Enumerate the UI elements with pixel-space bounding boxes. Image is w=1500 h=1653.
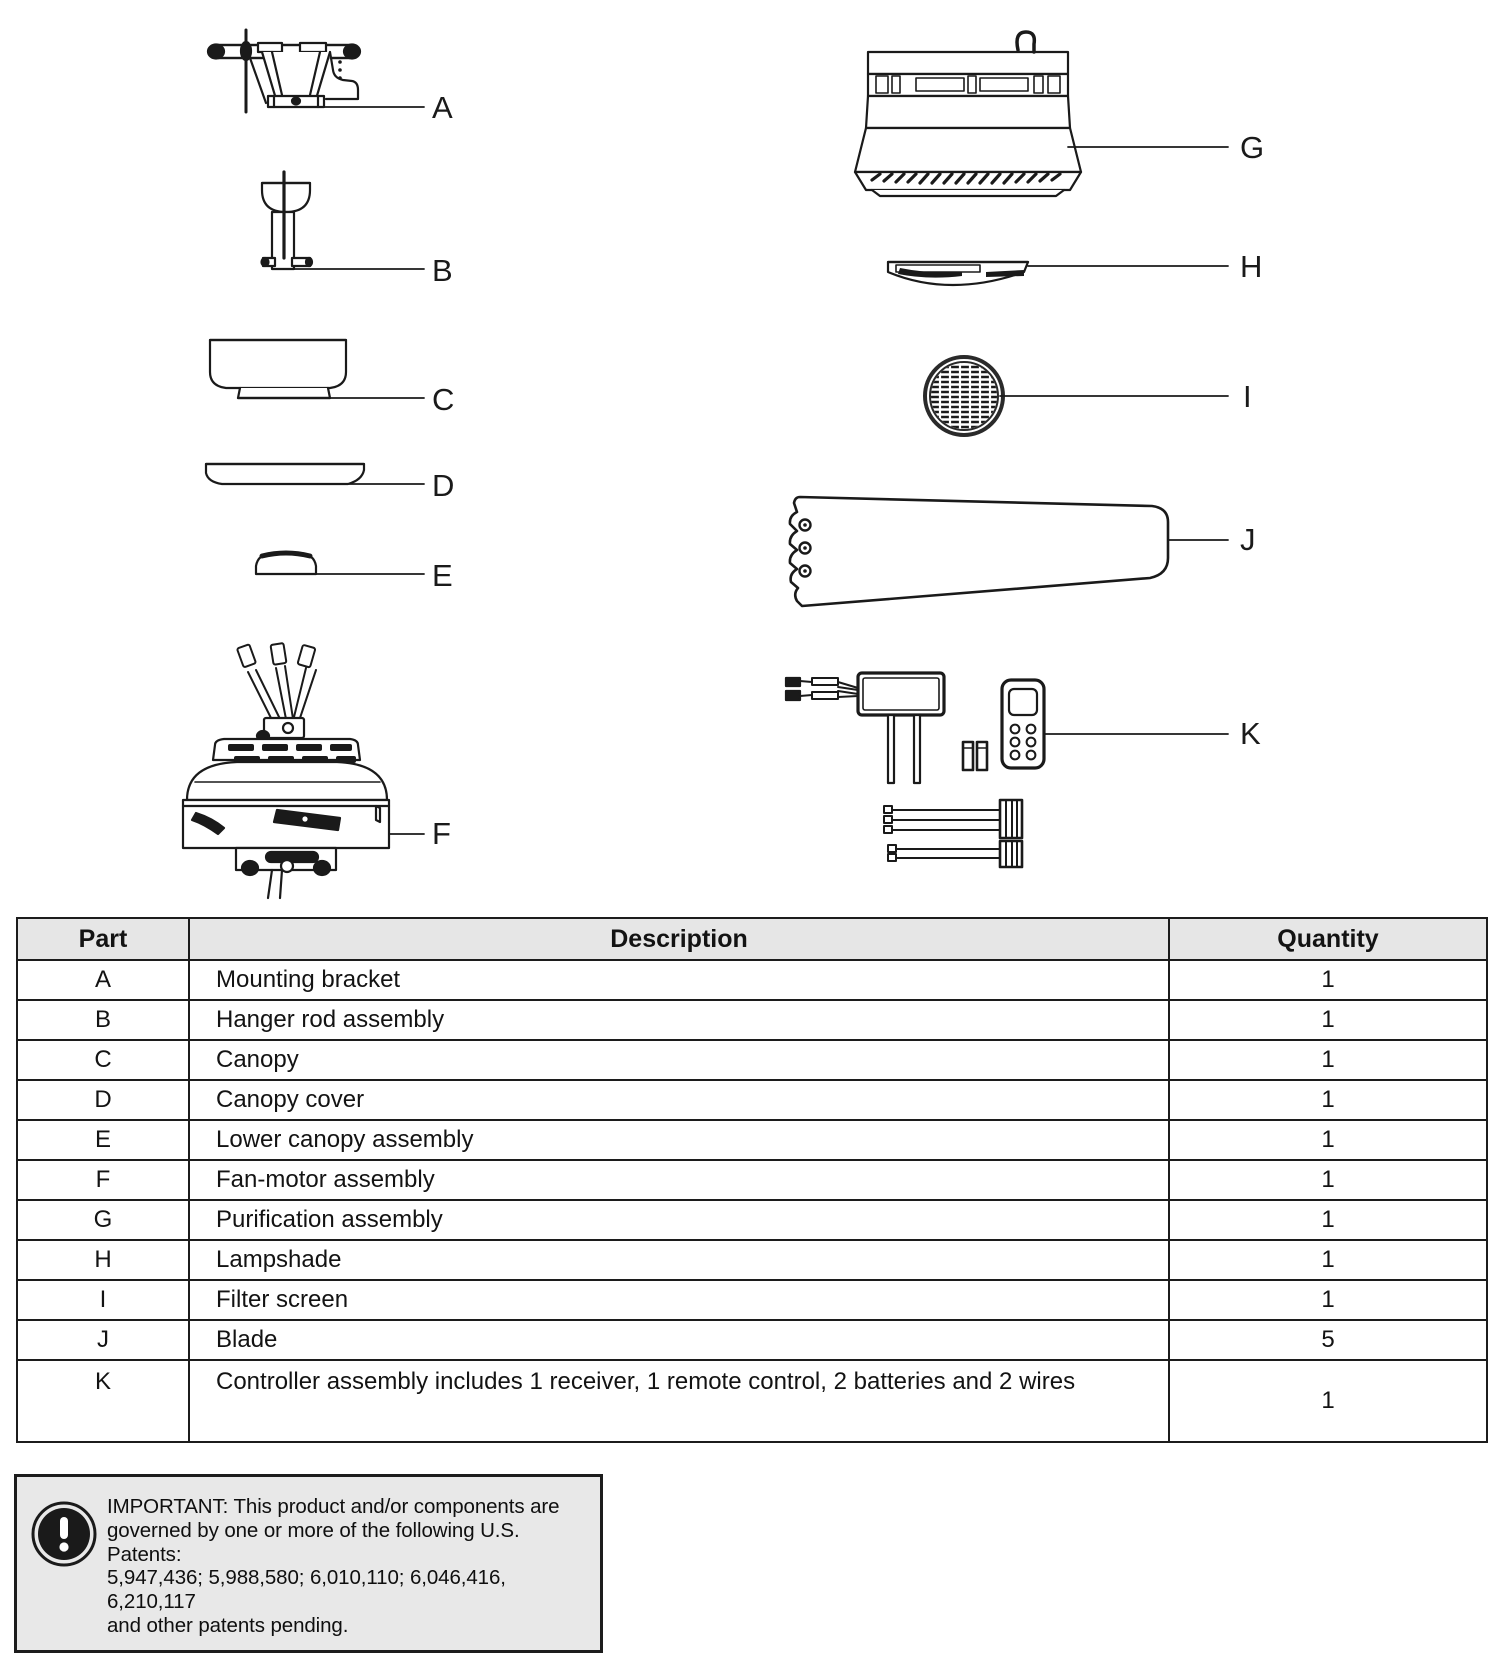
table-row — [17, 1200, 1487, 1240]
table-row — [17, 1360, 1487, 1442]
cell-quantity: 1 — [1169, 1360, 1487, 1442]
callout-label-k: K — [1240, 716, 1262, 751]
part-drawing-blade — [790, 497, 1228, 606]
cell-part: D — [17, 1080, 189, 1120]
callout-label-b: B — [432, 253, 454, 288]
part-drawing-hanger-rod — [262, 172, 425, 269]
patent-notice-line-1: IMPORTANT: This product and/or components are — [107, 1495, 560, 1518]
table-row — [17, 1040, 1487, 1080]
cell-part: B — [17, 1000, 189, 1040]
callout-label-i: I — [1243, 379, 1253, 414]
cell-part: C — [17, 1040, 189, 1080]
cell-part: A — [17, 960, 189, 1000]
cell-quantity: 1 — [1169, 1160, 1487, 1200]
table-row — [17, 1000, 1487, 1040]
cell-description: Canopy cover — [189, 1080, 1169, 1120]
column-header-quantity: Quantity — [1169, 918, 1487, 960]
table-row — [17, 1120, 1487, 1160]
callout-label-d: D — [432, 468, 455, 503]
cell-part: F — [17, 1160, 189, 1200]
cell-quantity: 1 — [1169, 1000, 1487, 1040]
part-drawing-lower-canopy — [256, 553, 424, 574]
cell-description: Mounting bracket — [189, 960, 1169, 1000]
parts-list-table-container — [16, 917, 1486, 1443]
cell-description: Blade — [189, 1320, 1169, 1360]
important-patent-notice — [14, 1474, 603, 1653]
part-drawing-controller — [786, 673, 1228, 867]
callout-label-h: H — [1240, 249, 1263, 284]
callout-label-g: G — [1240, 130, 1265, 165]
cell-description: Lampshade — [189, 1240, 1169, 1280]
part-drawing-lampshade — [888, 262, 1228, 285]
table-row — [17, 1240, 1487, 1280]
cell-description: Controller assembly includes 1 receiver, 1 remote control, 2 batteries and 2 wires — [189, 1360, 1169, 1442]
cell-part: I — [17, 1280, 189, 1320]
cell-part: G — [17, 1200, 189, 1240]
parts-list-table — [16, 917, 1488, 1443]
part-drawing-purification — [855, 32, 1228, 196]
cell-quantity: 1 — [1169, 1200, 1487, 1240]
part-drawing-fan-motor — [183, 643, 424, 898]
cell-description: Hanger rod assembly — [189, 1000, 1169, 1040]
cell-description: Filter screen — [189, 1280, 1169, 1320]
patent-notice-line-3: 5,947,436; 5,988,580; 6,010,110; 6,046,416, 6,210,117 — [107, 1566, 506, 1614]
cell-part: H — [17, 1240, 189, 1280]
cell-quantity: 1 — [1169, 1080, 1487, 1120]
parts-table-body — [17, 960, 1487, 1442]
column-header-part: Part — [17, 918, 189, 960]
patent-notice-text — [107, 1491, 590, 1638]
cell-quantity: 5 — [1169, 1320, 1487, 1360]
table-row — [17, 960, 1487, 1000]
callout-label-e: E — [432, 558, 454, 593]
callout-label-j: J — [1240, 522, 1256, 557]
cell-quantity: 1 — [1169, 1040, 1487, 1080]
cell-quantity: 1 — [1169, 1240, 1487, 1280]
table-row — [17, 1320, 1487, 1360]
patent-notice-line-2: governed by one or more of the following U.S. Patents: — [107, 1518, 520, 1566]
table-row — [17, 1280, 1487, 1320]
cell-description: Fan-motor assembly — [189, 1160, 1169, 1200]
patent-notice-line-4: and other patents pending. — [107, 1613, 349, 1637]
cell-quantity: 1 — [1169, 1120, 1487, 1160]
cell-part: E — [17, 1120, 189, 1160]
cell-part: J — [17, 1320, 189, 1360]
cell-quantity: 1 — [1169, 1280, 1487, 1320]
column-header-description: Description — [189, 918, 1169, 960]
part-drawing-filter-screen — [925, 357, 1228, 435]
cell-description: Lower canopy assembly — [189, 1120, 1169, 1160]
exclamation-icon — [31, 1501, 97, 1567]
part-drawing-mounting-bracket — [208, 30, 424, 112]
cell-part: K — [17, 1360, 189, 1442]
callout-label-f: F — [432, 816, 452, 851]
cell-description: Canopy — [189, 1040, 1169, 1080]
table-row — [17, 1080, 1487, 1120]
part-drawing-canopy — [210, 340, 424, 398]
table-header-row — [17, 918, 1487, 960]
cell-description: Purification assembly — [189, 1200, 1169, 1240]
table-row — [17, 1160, 1487, 1200]
callout-label-c: C — [432, 382, 455, 417]
cell-quantity: 1 — [1169, 960, 1487, 1000]
part-drawing-canopy-cover — [206, 464, 424, 484]
callout-label-a: A — [432, 90, 454, 125]
